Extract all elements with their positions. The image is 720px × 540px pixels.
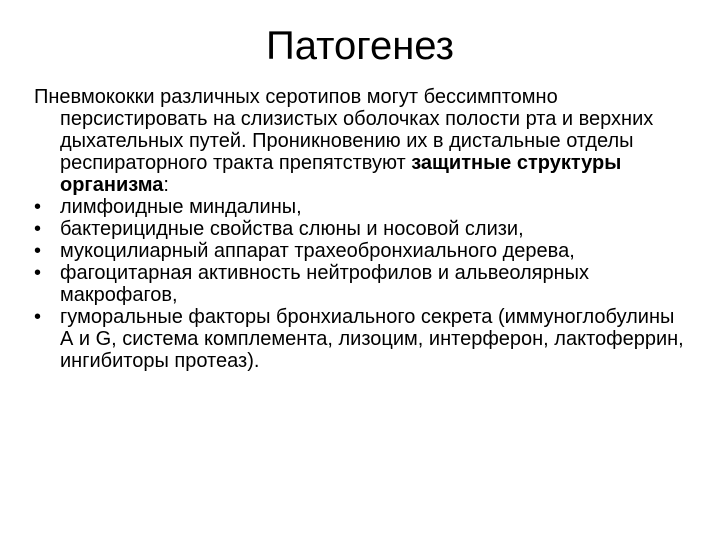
bullet-icon: • — [34, 262, 42, 284]
bullet-icon: • — [34, 240, 42, 262]
intro-text: Пневмококки различных серотипов могут бессимптомно персистировать на слизистых оболочках полости рта и верхних дыхательных путей. Проникновению их в дистальные отделы респираторного тракта препятствуют — [34, 86, 654, 174]
bullet-icon: • — [34, 306, 42, 328]
bullet-text: бактерицидные свойства слюны и носовой слизи, — [60, 218, 524, 240]
bullet-item — [34, 196, 684, 218]
bullet-text: гуморальные факторы бронхиального секрета (иммуноглобулины А и G, система комплемента, лизоцим, интерферон, лактоферрин, ингибиторы протеаз). — [60, 306, 684, 372]
slide-content — [34, 86, 684, 372]
slide-title: Патогенез — [266, 24, 454, 68]
bullet-item — [34, 240, 684, 262]
bullet-item — [34, 262, 684, 306]
intro-paragraph — [34, 86, 684, 196]
bullet-list — [34, 196, 684, 372]
bullet-text: фагоцитарная активность нейтрофилов и альвеолярных макрофагов, — [60, 262, 590, 306]
bullet-item — [34, 306, 684, 372]
bullet-item — [34, 218, 684, 240]
intro-bold-text: защитные структуры организма — [60, 152, 622, 196]
bullet-icon: • — [34, 196, 42, 218]
bullet-icon: • — [34, 218, 42, 240]
intro-suffix: : — [163, 174, 169, 196]
bullet-text: мукоцилиарный аппарат трахеобронхиального дерева, — [60, 240, 575, 262]
bullet-text: лимфоидные миндалины, — [60, 196, 302, 218]
